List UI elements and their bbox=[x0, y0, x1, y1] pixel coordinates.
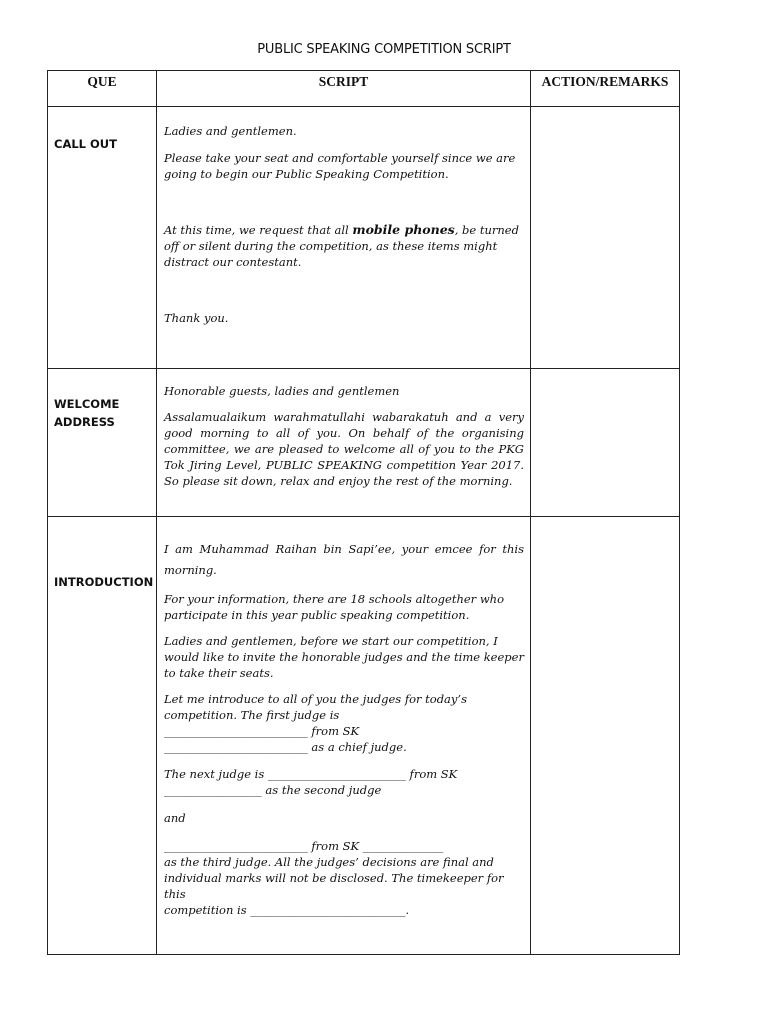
que-header: QUE bbox=[48, 71, 157, 107]
introduction-p6: and bbox=[164, 811, 186, 825]
welcome-remarks bbox=[531, 369, 680, 517]
introduction-row bbox=[48, 517, 680, 955]
call-out-label: CALL OUT bbox=[54, 137, 117, 151]
introduction-label: INTRODUCTION bbox=[54, 575, 154, 589]
call-out-p2: Please take your seat and comfortable yourself since we are going to begin our Public Speaking Competition. bbox=[164, 151, 516, 181]
call-out-p1: Ladies and gentlemen. bbox=[164, 124, 297, 138]
call-out-cue bbox=[48, 107, 157, 369]
introduction-p7-line4: competition is ___________________________. bbox=[164, 903, 410, 917]
introduction-p4-line3: _________________________ from SK bbox=[164, 724, 360, 738]
call-out-p3 bbox=[164, 222, 524, 270]
introduction-p5-line2: _________________ as the second judge bbox=[164, 783, 382, 797]
remarks-header: ACTION/REMARKS bbox=[531, 71, 680, 107]
introduction-p4-line4: _________________________ as a chief judge. bbox=[164, 740, 407, 754]
welcome-row bbox=[48, 369, 680, 517]
introduction-p7-line2: as the third judge. All the judges’ decisions are final and bbox=[164, 855, 494, 869]
introduction-p2: For your information, there are 18 schools altogether who participate in this year public speaking competition. bbox=[164, 592, 505, 622]
introduction-cue bbox=[48, 517, 157, 955]
introduction-p7-line3: individual marks will not be disclosed. The timekeeper for this bbox=[164, 871, 504, 901]
call-out-p4: Thank you. bbox=[164, 311, 229, 325]
call-out-script bbox=[157, 107, 531, 369]
welcome-label-line1: WELCOME bbox=[54, 397, 120, 411]
introduction-p5 bbox=[164, 766, 524, 798]
introduction-p4-line1: Let me introduce to all of you the judges for today’s bbox=[164, 692, 467, 706]
welcome-p1: Honorable guests, ladies and gentlemen bbox=[164, 384, 400, 398]
introduction-script bbox=[157, 517, 531, 955]
document-title: PUBLIC SPEAKING COMPETITION SCRIPT bbox=[257, 42, 511, 57]
welcome-cue bbox=[48, 369, 157, 517]
introduction-remarks bbox=[531, 517, 680, 955]
header-row bbox=[48, 71, 680, 107]
introduction-p5-line1: The next judge is ________________________ from SK bbox=[164, 767, 458, 781]
introduction-p4-line2: competition. The first judge is bbox=[164, 708, 340, 722]
call-out-remarks bbox=[531, 107, 680, 369]
welcome-label-line2: ADDRESS bbox=[54, 415, 115, 429]
welcome-p2: Assalamualaikum warahmatullahi wabarakatuh and a very good morning to all of you. On behalf of the organising committee, we are pleased to welcome all of you to the PKG Tok Jiring Level, PUBLIC SPEAKING competition Year 2017. So please sit down, relax and enjoy the rest of the morning. bbox=[164, 410, 524, 488]
call-out-row bbox=[48, 107, 680, 369]
introduction-p1: I am Muhammad Raihan bin Sapi’ee, your emcee for this morning. bbox=[164, 542, 524, 577]
call-out-p3-after: , be turned off or silent during the competition, as these items might distract our contestant. bbox=[164, 223, 519, 269]
mobile-phones-emphasis: mobile phones bbox=[352, 222, 455, 237]
welcome-script bbox=[157, 369, 531, 517]
introduction-p4 bbox=[164, 691, 524, 755]
call-out-p3-before: At this time, we request that all bbox=[164, 223, 353, 237]
introduction-p7 bbox=[164, 838, 524, 918]
introduction-p3: Ladies and gentlemen, before we start our competition, I would like to invite the honorable judges and the time keeper to take their seats. bbox=[164, 634, 524, 680]
introduction-p7-line1: _________________________ from SK ______________ bbox=[164, 839, 444, 853]
script-header: SCRIPT bbox=[157, 71, 531, 107]
script-table bbox=[47, 70, 680, 955]
